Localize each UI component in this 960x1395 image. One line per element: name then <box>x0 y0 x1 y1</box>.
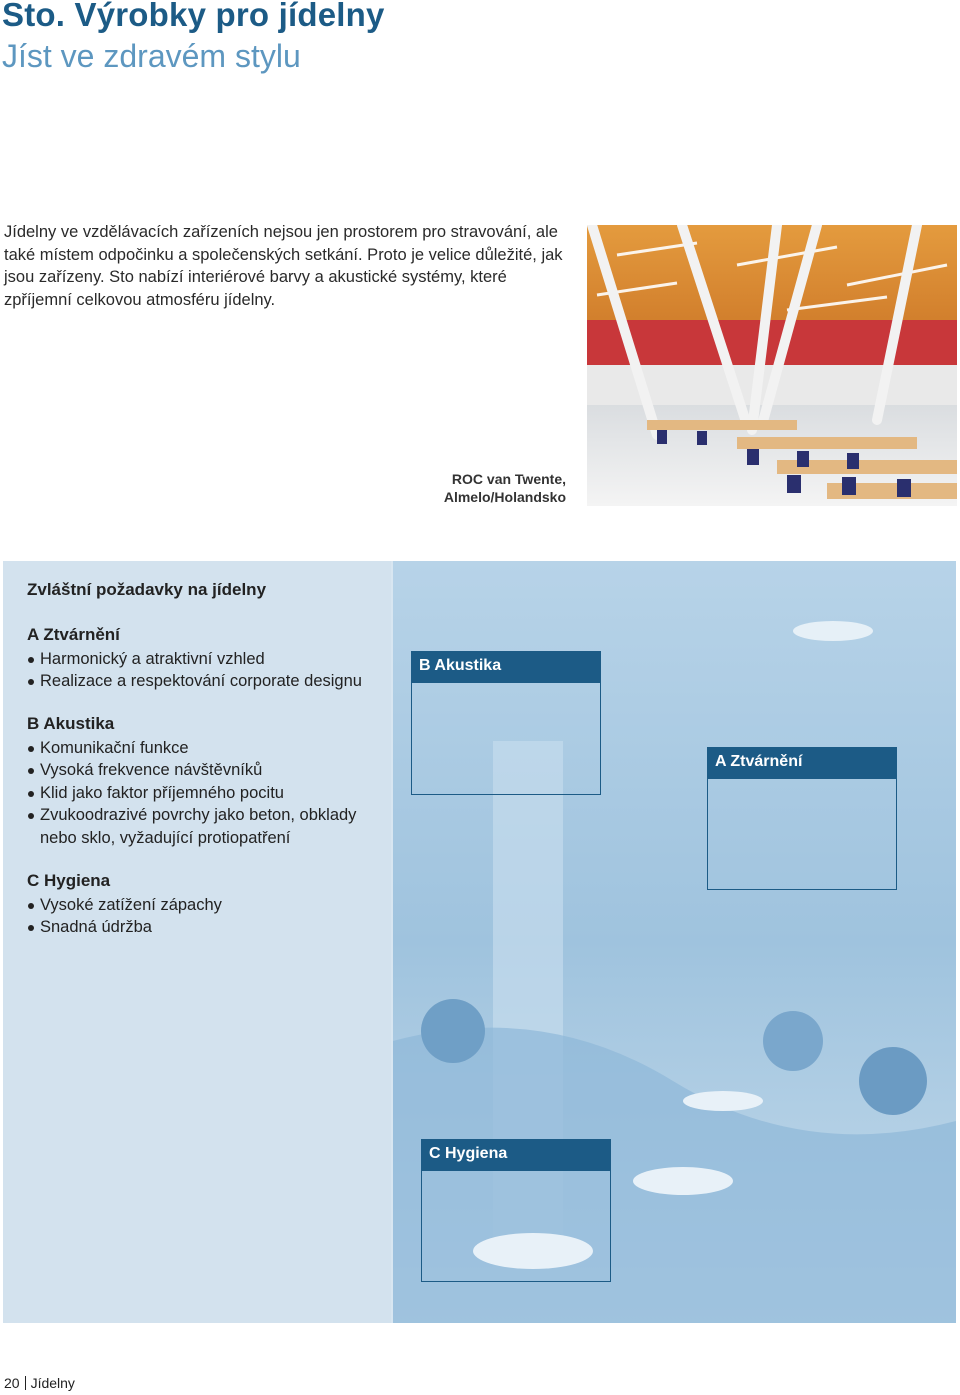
caption-line-2: Almelo/Holandsko <box>443 489 566 505</box>
requirement-list <box>27 894 222 939</box>
list-item: Zvukoodrazivé povrchy jako beton, obklady nebo sklo, vyžadující protiopatření <box>27 804 360 849</box>
canteen-interior-photo <box>587 225 957 506</box>
group-heading: B Akustika <box>27 714 115 733</box>
requirement-group-c <box>27 870 222 939</box>
group-heading: A Ztvárnění <box>27 625 120 644</box>
tag-hygiene: C Hygiena <box>421 1139 611 1171</box>
requirement-group-a <box>27 624 362 693</box>
page-title: Sto. Výrobky pro jídelny <box>2 0 385 33</box>
list-item: Komunikační funkce <box>27 737 360 759</box>
intro-paragraph: Jídelny ve vzdělávacích zařízeních nejsou jen prostorem pro stravování, ale také místem odpočinku a společenských setkání. Proto je velice důležité, jak jsou zařízeny. Sto nabízí interiérové barvy a akustické systémy, které zpříjemní celkovou atmosféru jídelny. <box>4 223 563 309</box>
list-item: Klid jako faktor příjemného pocitu <box>27 782 360 804</box>
photo-caption <box>380 470 566 506</box>
list-item: Realizace a respektování corporate designu <box>27 670 362 692</box>
list-item: Vysoká frekvence návštěvníků <box>27 759 360 781</box>
list-item: Snadná údržba <box>27 916 222 938</box>
requirement-group-b <box>27 713 360 849</box>
footer-section: Jídelny <box>30 1375 75 1391</box>
list-item: Harmonický a atraktivní vzhled <box>27 648 362 670</box>
requirement-list <box>27 737 360 849</box>
requirements-title: Zvláštní požadavky na jídelny <box>27 580 267 599</box>
caption-line-1: ROC van Twente, <box>451 471 566 487</box>
footer-separator <box>25 1376 26 1390</box>
page-number: 20 <box>4 1375 20 1391</box>
list-item: Vysoké zatížení zápachy <box>27 894 222 916</box>
page-footer <box>4 1375 75 1391</box>
tag-acoustics: B Akustika <box>411 651 601 683</box>
requirement-list <box>27 648 362 693</box>
page-subtitle: Jíst ve zdravém stylu <box>2 38 301 74</box>
group-heading: C Hygiena <box>27 871 111 890</box>
tag-design: A Ztvárnění <box>707 747 897 779</box>
